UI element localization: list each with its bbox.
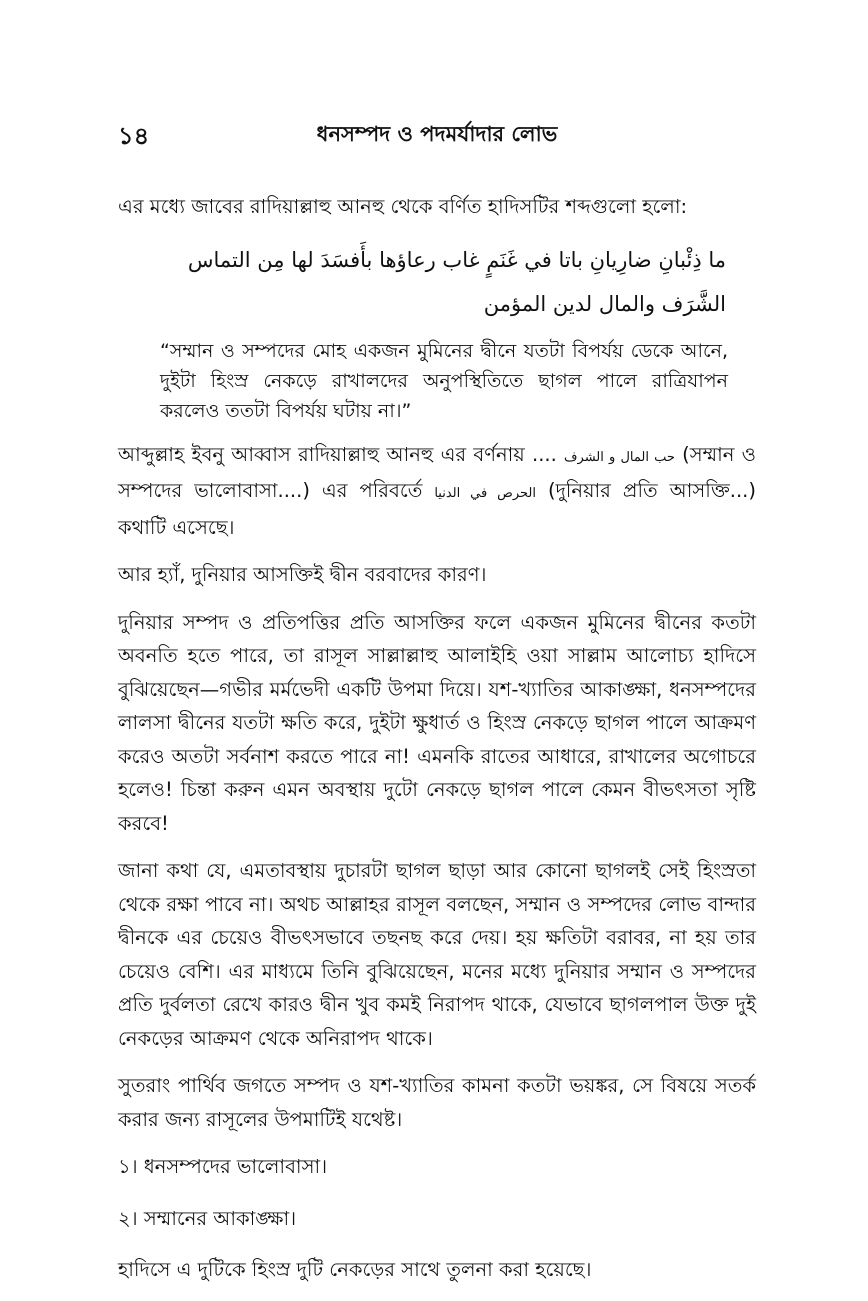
ibn-abbas-text-2: (সম্মান ও সম্পদের ভালোবাসা....) এর পরিবর্তে: [118, 442, 757, 502]
body-paragraph-2: দুনিয়ার সম্পদ ও প্রতিপত্তির প্রতি আসক্তির ফলে একজন মুমিনের দ্বীনের কতটা অবনতি হতে পারে, তা রাসূল সাল্লাল্লাহু আলাইহি ওয়া সাল্লাম আলোচ্য হাদিসে বুঝিয়েছেন—গভীর মর্মভেদী একটি উপমা দিয়ে। যশ-খ্যাতির আকাঙ্ক্ষা, ধনসম্পদের লালসা দ্বীনের যতটা ক্ষতি করে, দুইটা ক্ষুধার্ত ও হিংস্র নেকড়ে ছাগল পালে আক্রমণ করেও অতটা সর্বনাশ করতে পারে না! এমনকি রাতের আধারে, রাখালের অগোচরে হলেও! চিন্তা করুন এমন অবস্থায় দুটো নেকড়ে ছাগল পালে কেমন বীভৎসতা সৃষ্টি করবে!: [118, 610, 756, 835]
closing-paragraph: হাদিসে এ দুটিকে হিংস্র দুটি নেকড়ের সাথে তুলনা করা হয়েছে।: [118, 1258, 592, 1281]
ibn-abbas-text-1: আব্দুল্লাহ ইবনু আব্বাস রাদিয়াল্লাহু আনহু এর বর্ণনায় ....: [118, 442, 565, 466]
ibn-abbas-text-3: (দুনিয়ার প্রতি আসক্তি...) কথাটি এসেছে।: [118, 479, 756, 539]
arabic-line-1: ما ذِئْبانِ ضارِيانِ باتا في غَنَمٍ غاب رعاؤها بأَفسَدَ لها مِن التماس: [187, 247, 726, 272]
arabic-inline-2: الحرص في الدنيا: [434, 486, 536, 501]
body-paragraph-4: সুতরাং পার্থিব জগতে সম্পদ ও যশ-খ্যাতির কামনা কতটা ভয়ঙ্কর, সে বিষয়ে সতর্ক করার জন্য রাসূলের উপমাটিই যথেষ্ট।: [118, 1074, 756, 1131]
page-header: [118, 118, 756, 154]
arabic-hadith: [118, 238, 756, 326]
ibn-abbas-paragraph: [118, 438, 756, 545]
body-paragraph-3: জানা কথা যে, এমতাবস্থায় দুচারটা ছাগল ছাড়া আর কোনো ছাগলই সেই হিংস্রতা থেকে রক্ষা পাবে না। অথচ আল্লাহর রাসূল বলছেন, সম্মান ও সম্পদের লোভ বান্দার দ্বীনকে এর চেয়েও বীভৎসভাবে তছনছ করে দেয়। হয় ক্ষতিটা বরাবর, না হয় তার চেয়েও বেশি। এর মাধ্যমে তিনি বুঝিয়েছেন, মনের মধ্যে দুনিয়ার সম্মান ও সম্পদের প্রতি দুর্বলতা রেখে কারও দ্বীন খুব কমই নিরাপদ থাকে, যেভাবে ছাগলপাল উক্ত দুই নেকড়ের আক্রমণ থেকে অনিরাপদ থাকে।: [118, 859, 756, 1050]
list-item-1: ১। ধনসম্পদের ভালোবাসা।: [118, 1155, 328, 1178]
arabic-inline-1: حب المال و الشرف: [564, 449, 675, 465]
list-item-2: ২। সম্মানের আকাঙ্ক্ষা।: [118, 1206, 297, 1230]
running-title: ধনসম্পদ ও পদমর্যাদার লোভ: [316, 122, 558, 146]
page-body: [118, 190, 756, 1301]
translation-quote: “সম্মান ও সম্পদের মোহ একজন মুমিনের দ্বীনে যতটা বিপর্যয় ডেকে আনে, দুইটা হিংস্র নেকড়ে রাখালদের অনুপস্থিতিতে ছাগল পালে রাত্রিযাপন করলেও ততটা বিপর্যয় ঘটায় না।”: [160, 339, 728, 422]
intro-paragraph: এর মধ্যে জাবের রাদিয়াল্লাহু আনহু থেকে বর্ণিত হাদিসটির শব্দগুলো হলো:: [118, 195, 688, 218]
page-number: ১৪: [118, 122, 150, 150]
body-paragraph-1: আর হ্যাঁ, দুনিয়ার আসক্তিই দ্বীন বরবাদের কারণ।: [118, 563, 487, 586]
arabic-line-2: الشَّرَف والمال لدين المؤمن: [483, 291, 726, 316]
